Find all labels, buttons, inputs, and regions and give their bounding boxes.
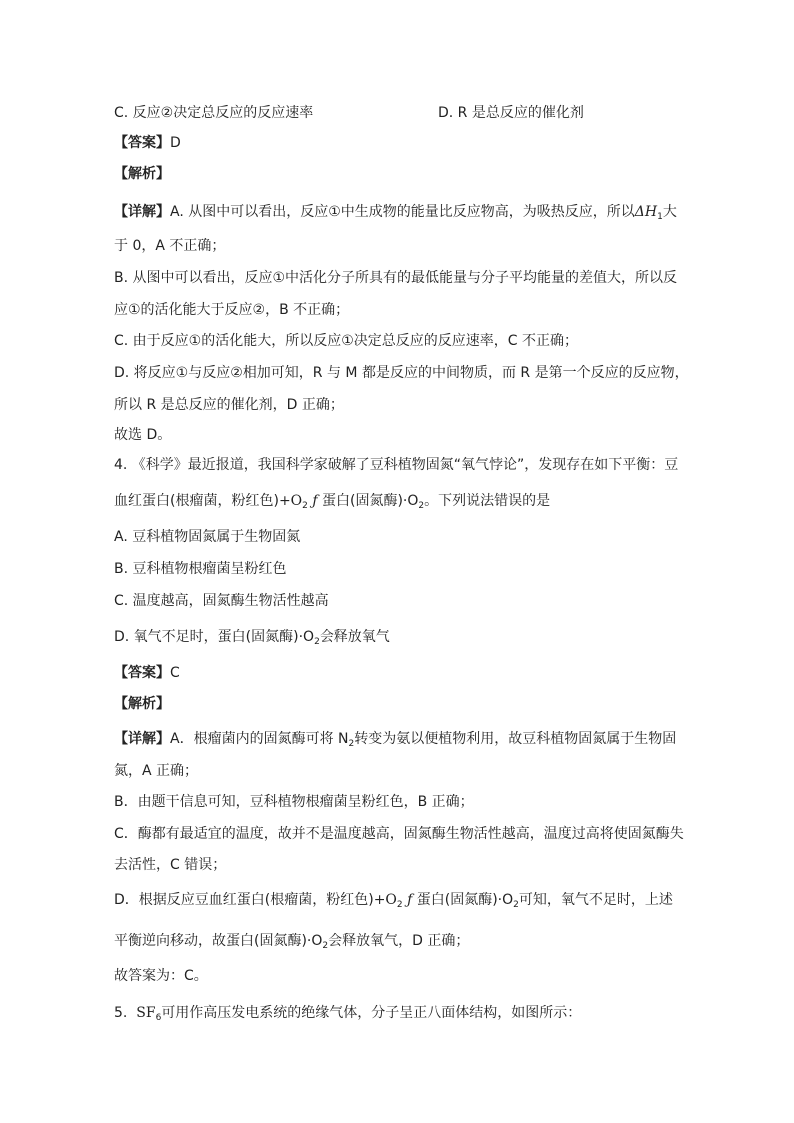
q3-detail-d-line1: D. 将反应①与反应②相加可知，R 与 M 都是反应的中间物质，而 R 是第一个反应的反应物， bbox=[114, 365, 689, 381]
q4-detail-a-line1 bbox=[114, 729, 676, 754]
q3-option-d: D. R 是总反应的催化剂 bbox=[438, 105, 584, 121]
detail-tag: 【详解】 bbox=[114, 731, 170, 747]
option-d-text-end: 会释放氧气 bbox=[319, 629, 390, 645]
detail-text: 平衡逆向移动，故蛋白(固氮酶)·O bbox=[114, 933, 323, 949]
option-d-subscript: 2 bbox=[314, 637, 320, 647]
q3-option-c: C. 反应②决定总反应的反应速率 bbox=[114, 105, 314, 121]
q3-detail-b-line2: 应①的活化能大于反应②，B 不正确； bbox=[114, 302, 350, 318]
q4-stem-line1: 4. 《科学》最近报道，我国科学家破解了豆科植物固氮“氧气悖论”，发现存在如下平衡：豆 bbox=[114, 457, 679, 473]
q3-conclusion: 故选 D。 bbox=[114, 427, 172, 443]
stem-reactant: 血红蛋白(根瘤菌，粉红色) bbox=[114, 493, 279, 509]
equilibrium-sign: ƒ bbox=[402, 892, 417, 908]
q3-analysis-tag bbox=[114, 164, 170, 184]
product-subscript: 2 bbox=[322, 941, 329, 951]
detail-text-end: 转变为氨以便植物利用，故豆科植物固氮属于生物固 bbox=[354, 731, 677, 747]
answer-value: D bbox=[170, 135, 181, 151]
equilibrium-sign: ƒ bbox=[307, 493, 322, 509]
detail-text: D．根据反应豆血红蛋白(根瘤菌，粉红色) bbox=[114, 892, 374, 908]
answer-tag: 【答案】 bbox=[114, 135, 170, 151]
q4-option-d bbox=[114, 627, 390, 652]
q3-answer bbox=[114, 133, 181, 153]
o2-subscript: 2 bbox=[302, 501, 308, 511]
q3-detail-a-line1 bbox=[114, 202, 677, 227]
stem-question: 。下列说法错误的是 bbox=[424, 493, 551, 509]
q4-option-b: B. 豆科植物根瘤菌呈粉红色 bbox=[114, 561, 287, 577]
stem-text: 可用作高压发电系统的绝缘气体，分子呈正八面体结构，如图所示： bbox=[161, 1005, 582, 1021]
detail-product: 蛋白(固氮酶)·O bbox=[416, 892, 514, 908]
formula: SF bbox=[136, 1005, 156, 1021]
question-number: 5. bbox=[114, 1005, 128, 1021]
q4-stem-line2 bbox=[114, 491, 550, 516]
q4-option-a: A. 豆科植物固氮属于生物固氮 bbox=[114, 529, 301, 545]
q4-option-c: C. 温度越高，固氮酶生物活性越高 bbox=[114, 593, 329, 609]
q4-detail-d-line1 bbox=[114, 890, 673, 915]
q3-detail-c: C. 由于反应①的活化能大，所以反应①决定总反应的反应速率，C 不正确； bbox=[114, 333, 579, 349]
detail-tag: 【详解】 bbox=[114, 204, 170, 220]
detail-text: A. 从图中可以看出，反应①中生成物的能量比反应物高，为吸热反应，所以 bbox=[170, 204, 635, 220]
q4-detail-b: B．由题干信息可知，豆科植物根瘤菌呈粉红色，B 正确； bbox=[114, 794, 474, 810]
detail-text: A．根瘤菌内的固氮酶可将 N bbox=[170, 731, 349, 747]
detail-text-end: 可知，氧气不足时，上述 bbox=[518, 892, 673, 908]
q3-detail-d-line2: 所以 R 是总反应的催化剂，D 正确； bbox=[114, 397, 344, 413]
q3-detail-a-line2: 于 0，A 不正确； bbox=[114, 238, 226, 254]
q4-conclusion: 故答案为：C。 bbox=[114, 968, 208, 984]
analysis-tag: 【解析】 bbox=[114, 696, 170, 712]
q3-detail-b-line1: B. 从图中可以看出，反应①中活化分子所具有的最低能量与分子平均能量的差值大，所以反 bbox=[114, 270, 678, 286]
delta-h-symbol: ΔH bbox=[634, 204, 658, 220]
q5-stem bbox=[114, 1003, 581, 1028]
answer-tag: 【答案】 bbox=[114, 665, 170, 681]
q4-answer bbox=[114, 663, 180, 683]
delta-h-subscript: 1 bbox=[657, 212, 663, 222]
o2-subscript: 2 bbox=[396, 900, 403, 910]
stem-product: 蛋白(固氮酶)·O bbox=[321, 493, 419, 509]
answer-value: C bbox=[170, 665, 180, 681]
product-subscript: 2 bbox=[418, 501, 425, 511]
detail-text-end: 大 bbox=[662, 204, 677, 220]
q4-detail-a-line2: 氮，A 正确； bbox=[114, 763, 199, 779]
product-subscript: 2 bbox=[513, 900, 519, 910]
plus-o2: +O bbox=[373, 892, 397, 908]
option-d-text: D. 氧气不足时，蛋白(固氮酶)·O bbox=[114, 629, 315, 645]
q4-detail-d-line2 bbox=[114, 931, 469, 956]
analysis-tag: 【解析】 bbox=[114, 166, 170, 182]
q4-detail-c-line2: 去活性，C 错误； bbox=[114, 857, 227, 873]
q4-detail-c-line1: C．酶都有最适宜的温度，故并不是温度越高，固氮酶生物活性越高，温度过高将使固氮酶失 bbox=[114, 826, 684, 842]
detail-text-end: 会释放氧气，D 正确； bbox=[328, 933, 470, 949]
n2-subscript: 2 bbox=[348, 739, 355, 749]
plus-o2: +O bbox=[278, 493, 303, 509]
formula-subscript: 6 bbox=[155, 1013, 162, 1023]
q4-analysis-tag bbox=[114, 694, 170, 714]
